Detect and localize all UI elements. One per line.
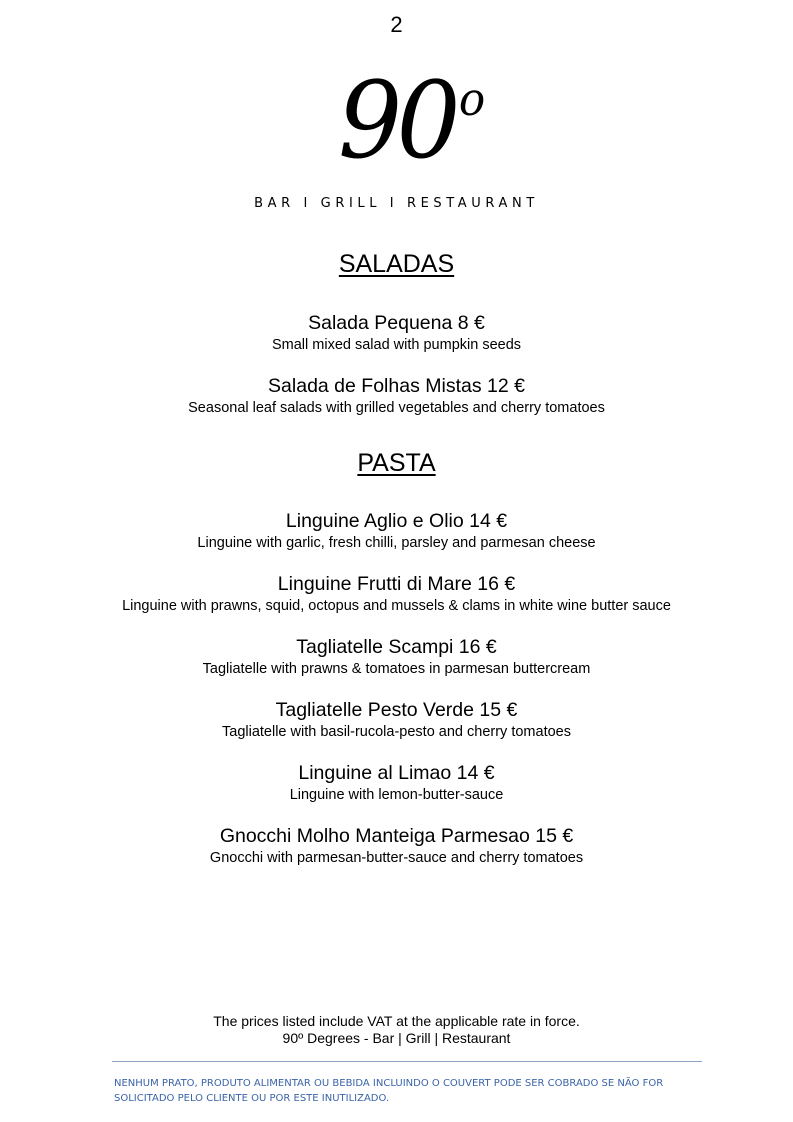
restaurant-logo xyxy=(0,59,793,182)
menu-item xyxy=(0,572,793,616)
menu-item xyxy=(0,509,793,553)
menu-item-name: Gnocchi Molho Manteiga Parmesao 15 € xyxy=(219,825,574,847)
menu-item-name: Linguine al Limao 14 € xyxy=(298,762,495,784)
menu-item xyxy=(0,635,793,679)
menu-item xyxy=(0,761,793,805)
menu-item-description: Tagliatelle with basil-rucola-pesto and cherry tomatoes xyxy=(222,724,571,740)
menu-item-name: Tagliatelle Pesto Verde 15 € xyxy=(275,699,518,721)
menu-item-description: Seasonal leaf salads with grilled vegetables and cherry tomatoes xyxy=(188,400,605,416)
logo-degree-symbol: o xyxy=(458,72,486,126)
menu-item-description: Tagliatelle with prawns & tomatoes in parmesan buttercream xyxy=(202,661,591,677)
legal-notice: NENHUM PRATO, PRODUTO ALIMENTAR OU BEBIDA INCLUINDO O COUVERT PODE SER COBRADO SE NÃO FOR SOLICITADO PELO CLIENTE OU POR ESTE INUTILIZADO. xyxy=(114,1078,664,1104)
section-title-saladas: SALADAS xyxy=(338,250,455,278)
menu-item-name: Salada de Folhas Mistas 12 € xyxy=(268,375,525,397)
menu-item-description: Small mixed salad with pumpkin seeds xyxy=(271,337,522,353)
menu-item xyxy=(0,374,793,418)
logo-mark xyxy=(338,59,486,182)
logo-tagline: BAR I GRILL I RESTAURANT xyxy=(254,196,539,211)
vat-note: The prices listed include VAT at the applicable rate in force. xyxy=(213,1013,580,1029)
menu-item xyxy=(0,311,793,355)
menu-item-description: Linguine with prawns, squid, octopus and mussels & clams in white wine butter sauce xyxy=(122,598,671,614)
menu-item xyxy=(0,698,793,742)
menu-item-description: Linguine with lemon-butter-sauce xyxy=(289,787,504,803)
page-number: 2 xyxy=(390,12,403,37)
logo-number: 90 xyxy=(338,59,455,182)
section-title-pasta: PASTA xyxy=(357,449,436,477)
footer-divider xyxy=(112,1061,702,1062)
menu-item-name: Tagliatelle Scampi 16 € xyxy=(296,636,497,658)
menu-item-name: Linguine Aglio e Olio 14 € xyxy=(285,510,508,532)
menu-item-name: Linguine Frutti di Mare 16 € xyxy=(277,573,516,595)
menu-item-description: Linguine with garlic, fresh chilli, parsley and parmesan cheese xyxy=(197,535,596,551)
venue-name: 90º Degrees - Bar | Grill | Restaurant xyxy=(282,1030,511,1046)
menu-item-description: Gnocchi with parmesan-butter-sauce and cherry tomatoes xyxy=(209,850,584,866)
menu-item-name: Salada Pequena 8 € xyxy=(308,312,485,334)
menu-item xyxy=(0,824,793,868)
